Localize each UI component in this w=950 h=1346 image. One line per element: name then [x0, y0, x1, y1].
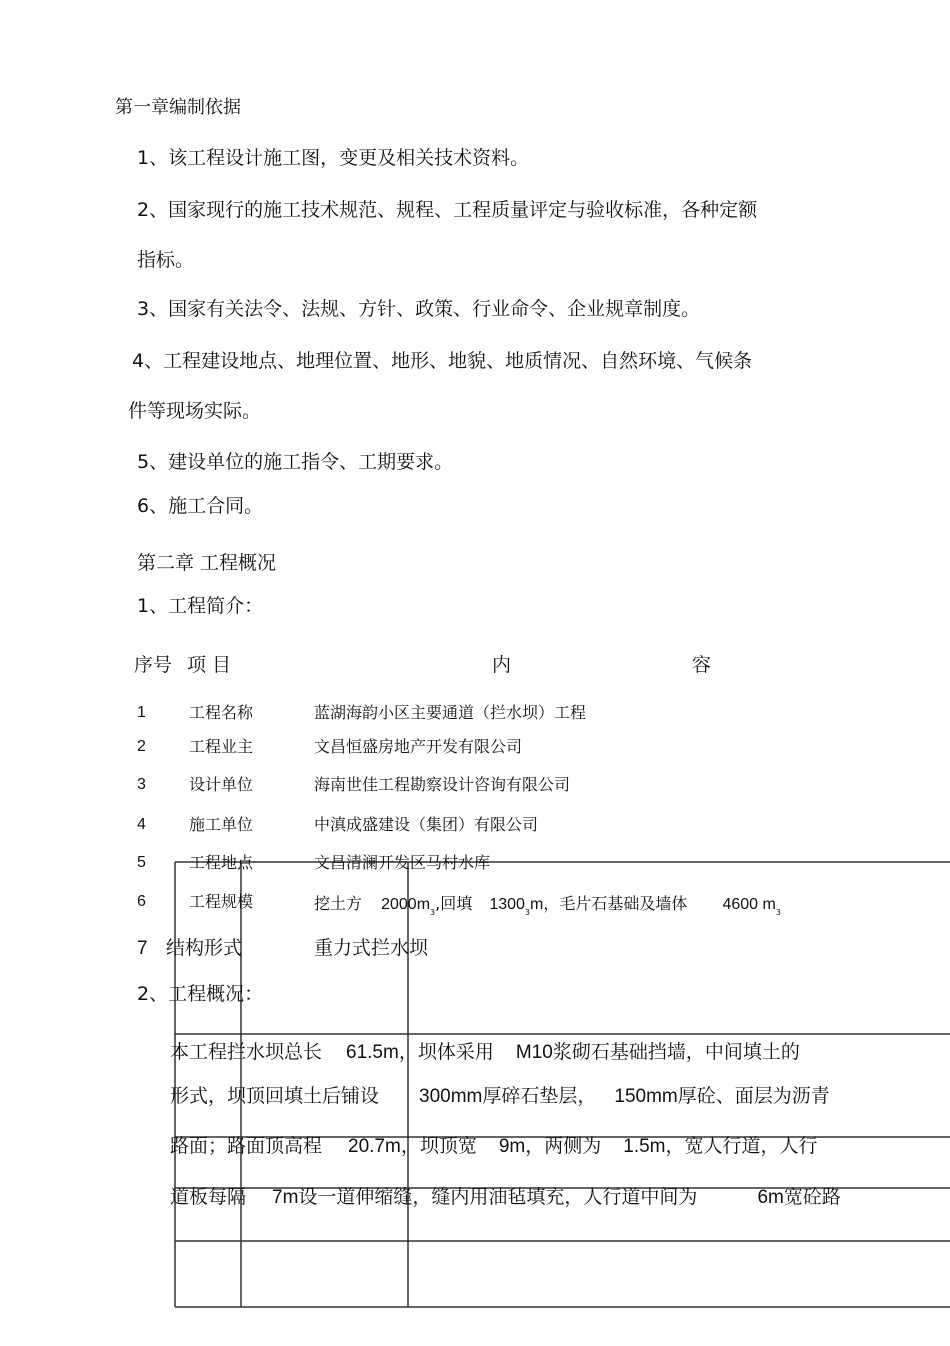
header-item: 项 目 — [187, 654, 232, 676]
overview-text: 厚砼、面层为沥青 — [677, 1085, 830, 1107]
overview-text: 设一道伸缩缝，缝内用油毡填充，人行道中间为 — [298, 1186, 698, 1208]
scale-backfill-label: ,回填 — [435, 894, 473, 913]
section2-heading: 2、工程概况： — [137, 983, 264, 1005]
row-5-item: 工程地点 — [189, 853, 254, 872]
overview-line-2 — [170, 1087, 830, 1106]
chapter1-title: 第一章编制依据 — [115, 97, 241, 118]
basis-item-6: 6、施工合同。 — [137, 495, 264, 517]
overview-line-3 — [170, 1137, 818, 1156]
overview-text: 路面；路面顶高程 — [170, 1135, 323, 1157]
overview-value: 7m — [272, 1187, 299, 1208]
row-2-content: 文昌恒盛房地产开发有限公司 — [314, 737, 523, 756]
row-6-seq: 6 — [137, 893, 146, 910]
scale-excavation-unit-sup: 3 — [430, 908, 436, 917]
scale-excavation-label: 挖土方 — [314, 894, 363, 913]
row-1-item: 工程名称 — [189, 703, 254, 722]
row-2-seq: 2 — [137, 738, 146, 755]
row-4-seq: 4 — [137, 816, 146, 833]
overview-value: 9m — [498, 1136, 526, 1157]
overview-value: M10 — [515, 1042, 553, 1063]
overview-text: ，坝体采用 — [398, 1041, 494, 1063]
overview-line-1 — [170, 1043, 800, 1062]
row-3-content: 海南世佳工程勘察设计咨询有限公司 — [314, 775, 571, 794]
overview-value: 150mm — [614, 1086, 678, 1107]
row-5-seq: 5 — [137, 854, 146, 871]
overview-text: ，两侧为 — [525, 1135, 602, 1157]
overview-text: 道板每隔 — [170, 1186, 247, 1208]
row-3-seq: 3 — [137, 776, 146, 793]
overview-value: 6m — [757, 1187, 784, 1208]
row-5-content: 文昌清澜开发区马村水库 — [314, 853, 491, 872]
row-1-content: 蓝湖海韵小区主要通道（拦水坝）工程 — [314, 703, 587, 722]
basis-item-5: 5、建设单位的施工指令、工期要求。 — [137, 451, 454, 473]
scale-backfill-unit: m — [530, 896, 544, 913]
row-6-item: 工程规模 — [189, 892, 254, 911]
basis-item-2-cont: 指标。 — [137, 249, 195, 271]
overview-text: 浆砌石基础挡墙，中间填土的 — [552, 1041, 800, 1063]
scale-excavation-value: 2000m — [381, 896, 431, 913]
header-content-1: 内 — [492, 654, 512, 676]
row-4-content: 中滇成盛建设（集团）有限公司 — [314, 815, 539, 834]
scale-masonry-unit-sup: 3 — [775, 908, 781, 917]
row-2-item: 工程业主 — [189, 737, 254, 756]
overview-text: ，坝顶宽 — [400, 1135, 477, 1157]
row-7-seq: 7 — [137, 938, 148, 959]
overview-text: 形式，坝顶回填土后铺设 — [170, 1085, 380, 1107]
overview-value: 300mm — [419, 1086, 483, 1107]
header-seq: 序号 — [134, 654, 173, 676]
row-7-item: 结构形式 — [166, 937, 243, 959]
row-1-seq: 1 — [137, 704, 146, 721]
chapter2-title: 第二章 工程概况 — [137, 552, 277, 574]
scale-masonry-label: ，毛片石基础及墙体 — [543, 894, 688, 913]
scale-backfill-unit-sup: 3 — [524, 908, 530, 917]
overview-text: 厚碎石垫层， — [482, 1085, 597, 1107]
overview-value: 1.5m — [623, 1136, 666, 1157]
overview-text: 宽砼路 — [783, 1186, 841, 1208]
basis-item-4-cont: 件等现场实际。 — [128, 400, 262, 422]
basis-item-3: 3、国家有关法令、法规、方针、政策、行业命令、企业规章制度。 — [137, 298, 701, 320]
header-content-2: 容 — [692, 654, 712, 676]
basis-item-4: 4、工程建设地点、地理位置、地形、地貌、地质情况、自然环境、气候条 — [132, 350, 753, 372]
row-4-item: 施工单位 — [189, 815, 254, 834]
row-3-item: 设计单位 — [189, 775, 254, 794]
overview-line-4 — [170, 1188, 841, 1207]
row-7-content: 重力式拦水坝 — [314, 937, 429, 959]
scale-backfill-value: 1300 — [489, 896, 525, 913]
overview-text: ，宽人行道，人行 — [665, 1135, 818, 1157]
overview-value: 20.7m — [348, 1136, 401, 1157]
basis-item-1: 1、该工程设计施工图，变更及相关技术资料。 — [137, 147, 530, 169]
overview-text: 本工程拦水坝总长 — [170, 1041, 323, 1063]
section1-heading: 1、工程简介： — [137, 595, 264, 617]
row-6-content — [314, 896, 781, 917]
overview-value: 61.5m — [346, 1042, 399, 1063]
basis-item-2: 2、国家现行的施工技术规范、规程、工程质量评定与验收标准，各种定额 — [137, 199, 758, 221]
scale-masonry-value: 4600 m — [722, 896, 776, 913]
